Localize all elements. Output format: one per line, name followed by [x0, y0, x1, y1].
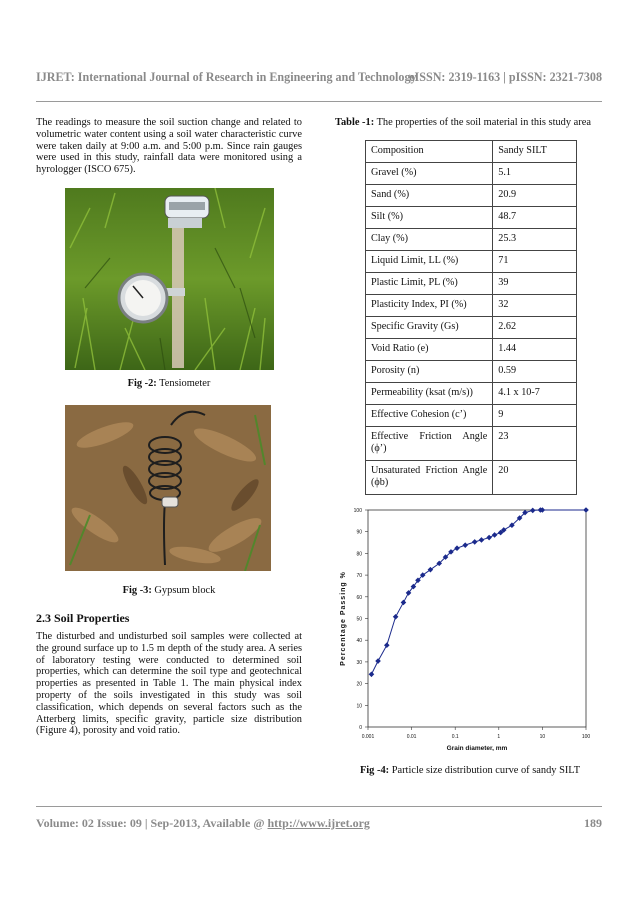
value-cell: 2.62	[493, 317, 577, 339]
y-axis-label: Percentage Passing %	[340, 571, 347, 666]
value-cell: 5.1	[493, 163, 577, 185]
property-cell: Liquid Limit, LL (%)	[366, 251, 493, 273]
fig4-text: Particle size distribution curve of sandy SILT	[389, 765, 581, 776]
table-row	[366, 185, 577, 207]
table-row	[366, 461, 577, 495]
data-point	[369, 671, 375, 677]
table-row	[366, 229, 577, 251]
data-point	[462, 542, 468, 548]
data-point	[479, 537, 485, 543]
footer-volume: Volume: 02 Issue: 09 | Sep-2013, Available @	[36, 816, 268, 830]
value-cell: 71	[493, 251, 577, 273]
y-tick-label: 20	[356, 681, 362, 688]
table-row	[366, 317, 577, 339]
particle-size-chart	[335, 500, 605, 760]
x-tick-label: 0.1	[451, 734, 459, 740]
property-cell: Clay (%)	[366, 229, 493, 251]
value-cell: 48.7	[493, 207, 577, 229]
table-caption-text: The properties of the soil material in this study area	[374, 117, 591, 128]
y-tick-label: 40	[356, 638, 362, 645]
table-row	[366, 273, 577, 295]
table-row	[366, 251, 577, 273]
section-heading: 2.3 Soil Properties	[36, 611, 130, 625]
table-row	[366, 295, 577, 317]
y-tick-label: 30	[356, 659, 362, 666]
property-cell: Composition	[366, 141, 493, 163]
y-tick-label: 90	[356, 529, 362, 536]
table-row	[366, 405, 577, 427]
fig2-text: Tensiometer	[156, 378, 211, 389]
fig2-caption	[36, 378, 302, 389]
property-cell: Gravel (%)	[366, 163, 493, 185]
value-cell: 39	[493, 273, 577, 295]
property-cell: Void Ratio (e)	[366, 339, 493, 361]
table-row	[366, 163, 577, 185]
tensiometer-photo	[65, 188, 274, 370]
y-tick-label: 10	[356, 703, 362, 710]
property-cell: Unsaturated Friction Angle (ϕb)	[366, 461, 493, 495]
data-point	[472, 539, 478, 545]
table-row	[366, 207, 577, 229]
value-cell: 0.59	[493, 361, 577, 383]
value-cell: 25.3	[493, 229, 577, 251]
page-number: 189	[584, 816, 602, 830]
table-caption	[335, 117, 605, 128]
x-tick-label: 0.001	[361, 734, 375, 740]
table-row	[366, 141, 577, 163]
value-cell: 20	[493, 461, 577, 495]
x-axis-label: Grain diameter, mm	[446, 745, 508, 752]
value-cell: 20.9	[493, 185, 577, 207]
header-rule	[36, 101, 602, 102]
property-cell: Effective Friction Angle (ϕ’)	[366, 427, 493, 461]
table-row	[366, 383, 577, 405]
fig4-caption	[335, 765, 605, 776]
data-point	[375, 658, 381, 664]
property-cell: Plastic Limit, PL (%)	[366, 273, 493, 295]
property-cell: Permeability (ksat (m/s))	[366, 383, 493, 405]
plot-area	[368, 510, 586, 727]
table-row	[366, 427, 577, 461]
data-point	[486, 535, 492, 541]
issn-text: eISSN: 2319-1163 | pISSN: 2321-7308	[409, 70, 602, 84]
y-tick-label: 50	[356, 616, 362, 623]
value-cell: 1.44	[493, 339, 577, 361]
x-tick-label: 1	[497, 734, 501, 740]
fig3-label: Fig -3:	[122, 585, 152, 596]
fig2-label: Fig -2:	[127, 378, 157, 389]
data-point	[492, 532, 498, 538]
value-cell: 23	[493, 427, 577, 461]
data-point	[454, 545, 460, 551]
property-cell: Sand (%)	[366, 185, 493, 207]
data-point	[393, 614, 399, 620]
value-cell: Sandy SILT	[493, 141, 577, 163]
y-tick-label: 0	[359, 725, 362, 731]
data-point	[401, 600, 407, 606]
journal-title: IJRET: International Journal of Research in Engineering and Technology	[36, 70, 417, 84]
data-point	[384, 642, 390, 648]
y-tick-label: 70	[356, 573, 362, 580]
fig3-text: Gypsum block	[151, 585, 216, 596]
table-caption-label: Table -1:	[335, 117, 375, 128]
footer-link[interactable]: http://www.ijret.org	[267, 816, 370, 830]
fig4-label: Fig -4:	[359, 765, 390, 776]
property-cell: Porosity (n)	[366, 361, 493, 383]
property-cell: Effective Cohesion (c’)	[366, 405, 493, 427]
value-cell: 9	[493, 405, 577, 427]
table-row	[366, 339, 577, 361]
value-cell: 32	[493, 295, 577, 317]
property-cell: Silt (%)	[366, 207, 493, 229]
data-point	[583, 507, 589, 513]
x-tick-label: 100	[581, 734, 591, 740]
table-row	[366, 361, 577, 383]
series-line	[371, 510, 586, 674]
footer-rule	[36, 806, 602, 807]
section-paragraph: The disturbed and undisturbed soil samples were collected at the ground surface up to 1.5 m depth of the study area. A series of laboratory testing were conducted to determined soil properties, which can determine the soil type and geotechnical properties as presented in Table 1. The main physical index property of the soils investigated in this study was soil classification, which depends on several factors such as the Atterberg limits, specific gravity, particle size distribution (Figure 4), porosity and void ratio.	[36, 631, 302, 737]
property-cell: Plasticity Index, PI (%)	[366, 295, 493, 317]
footer	[36, 816, 602, 831]
value-cell: 4.1 x 10-7	[493, 383, 577, 405]
x-tick-label: 10	[539, 734, 546, 740]
soil-properties-table	[365, 140, 577, 495]
gypsum-block-photo	[65, 405, 271, 571]
fig3-caption	[36, 585, 302, 596]
property-cell: Specific Gravity (Gs)	[366, 317, 493, 339]
data-point	[530, 508, 536, 514]
y-tick-label: 100	[353, 508, 362, 514]
x-tick-label: 0.01	[406, 734, 417, 740]
y-tick-label: 60	[356, 594, 362, 601]
intro-paragraph: The readings to measure the soil suction change and related to volumetric water content using a soil water characteristic curve were taken daily at 9:00 a.m. and 5:00 p.m. Since rain gauges were used in this study, rainfall data were monitored using a hyrologger (ISCO 675).	[36, 117, 302, 176]
y-tick-label: 80	[356, 551, 362, 558]
